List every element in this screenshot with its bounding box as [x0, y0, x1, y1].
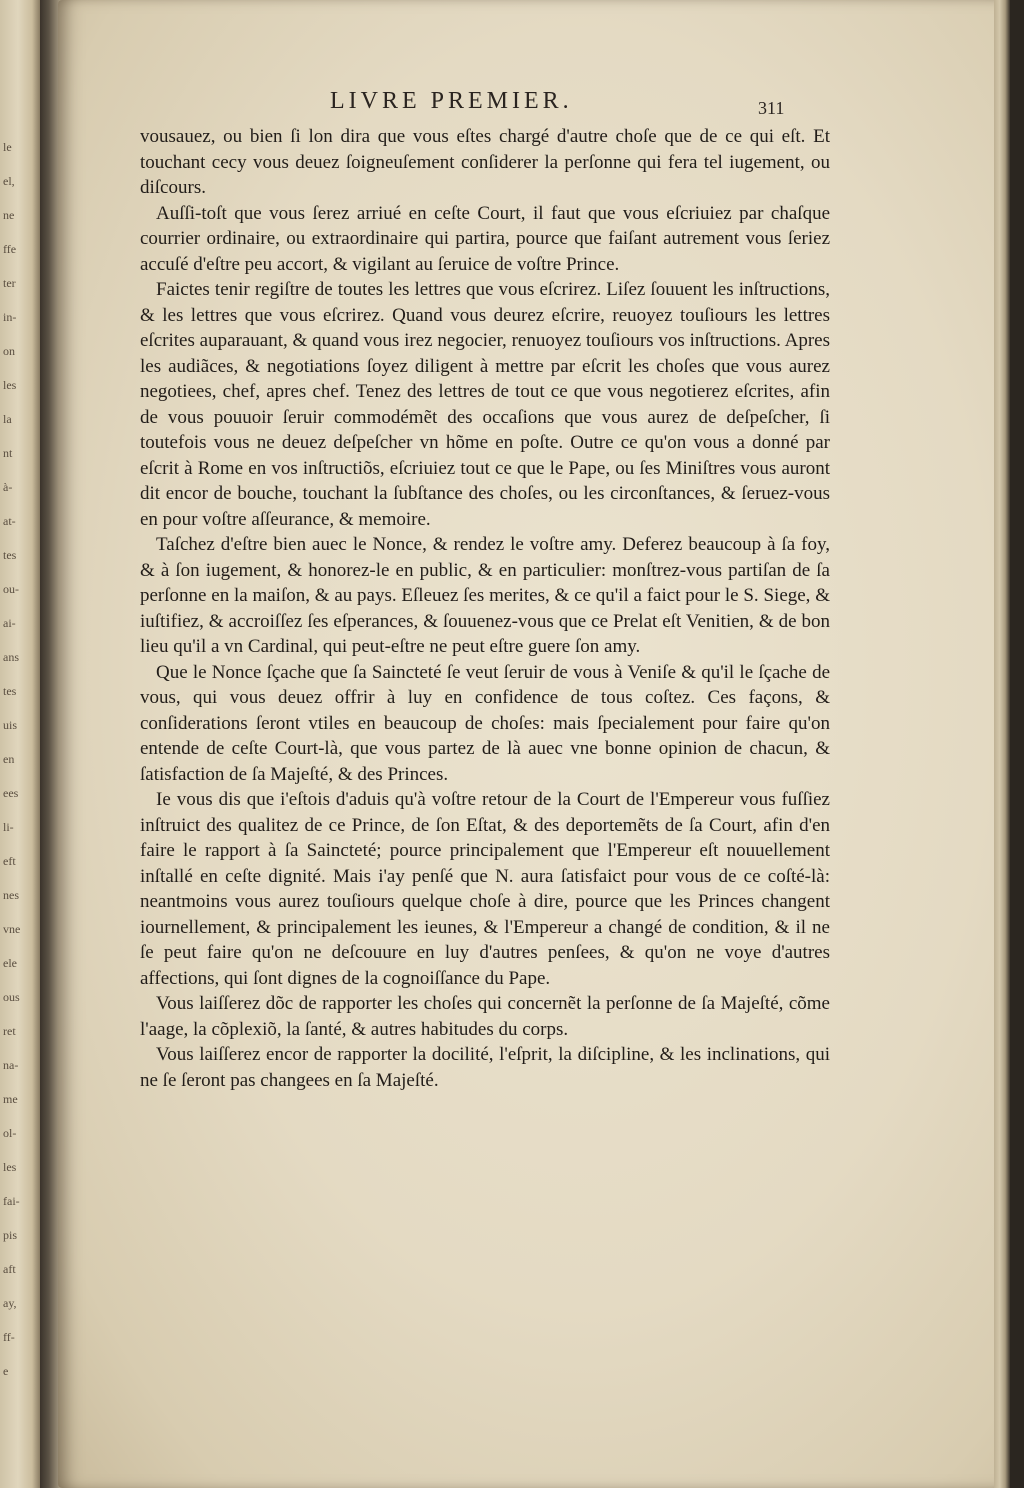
facing-page-fragment: les: [3, 378, 17, 392]
book-page: [58, 0, 1010, 1488]
paragraph: Faictes tenir regiſtre de toutes les lettres que vous eſcrirez. Liſez ſouuent les inſtructions, & les lettres que vous eſcrirez. Quand vous deurez eſcrire, reuoyez touſiours les lettres eſcrites auparauant, & quand vous irez negocier, renuoyez touſiours vos inſtructions. Apres les audiãces, & negotiations ſoyez diligent à mettre par eſcrit les choſes que vous aurez negotiees, chef, apres chef. Tenez des lettres de tout ce que vous negotierez eſcrites, afin de vous pouuoir ſeruir commodémẽt des occaſions que vous aurez de deſpeſcher, ſi toutefois vous ne deuez deſpeſcher vn hõme en poſte. Outre ce qu'on vous a donné par eſcrit à Rome en vos inſtructiõs, eſcriuiez tout ce que le Pape, ou ſes Miniſtres vous auront dit encor de bouche, touchant la ſubſtance des choſes, ou les circonſtances, & ſeruez-vous en pour voſtre aſſeurance, & memoire.: [140, 279, 830, 530]
facing-page-fragment: ol-: [3, 1126, 17, 1140]
facing-page-fragment: ele: [3, 956, 17, 970]
facing-page-fragment: ay,: [3, 1296, 17, 1310]
facing-page-fragment: nes: [3, 888, 19, 902]
body-text: [140, 124, 830, 1093]
facing-page-fragment: e: [3, 1364, 9, 1378]
facing-page-fragment: nt: [3, 446, 13, 460]
facing-page-fragment: fai-: [3, 1194, 20, 1208]
facing-page-fragment: ffe: [3, 242, 17, 256]
facing-page-fragment: vne: [3, 922, 21, 936]
facing-page-fragment: at-: [3, 514, 16, 528]
facing-page-fragment: me: [3, 1092, 18, 1106]
paragraph: vousauez, ou bien ſi lon dira que vous eſtes chargé d'autre choſe que de ce qui eſt. Et touchant cecy vous deuez ſoigneuſement conſiderer la perſonne qui fera tel iugement, ou diſcours.: [140, 126, 830, 198]
facing-page-fragment: na-: [3, 1058, 19, 1072]
facing-page-fragment: li-: [3, 820, 14, 834]
paragraph: Vous laiſſerez dõc de rapporter les choſes qui concernẽt la perſonne de ſa Majeſté, cõme l'aage, la cõplexiõ, la ſanté, & autres habitudes du corps.: [140, 993, 830, 1040]
facing-page-fragment: en: [3, 752, 15, 766]
paragraph: Que le Nonce ſçache que ſa Saincteté ſe veut ſeruir de vous à Veniſe & qu'il le ſçache de vous, qui vous deuez offrir à luy en confidence de tous coſtez. Ces façons, & conſiderations ſeront vtiles en beaucoup de choſes: mais ſpecialement pour faire qu'on entende de ceſte Court-là, que vous partez de là auec vne bonne opinion de chacun, & ſatisfaction de ſa Majeſté, & des Princes.: [140, 661, 830, 785]
facing-page-fragment: on: [3, 344, 15, 358]
facing-page-fragment: uis: [3, 718, 18, 732]
facing-page-fragment: aft: [3, 1262, 16, 1276]
facing-page-fragment: ans: [3, 650, 19, 664]
page-fore-edge: [994, 0, 1010, 1488]
facing-page-fragment: ous: [3, 990, 20, 1004]
facing-page-fragment: in-: [3, 310, 17, 324]
facing-page-fragment: ou-: [3, 582, 19, 596]
facing-page-fragment: eft: [3, 854, 16, 868]
facing-page-edge: [0, 0, 40, 1488]
facing-page-fragment: le: [3, 140, 12, 154]
facing-page-fragment: les: [3, 1160, 17, 1174]
facing-page-fragment: à-: [3, 480, 13, 494]
facing-page-fragment: el,: [3, 174, 15, 188]
facing-page-fragment: ter: [3, 276, 16, 290]
facing-page-fragment: ees: [3, 786, 19, 800]
facing-page-fragment: pis: [3, 1228, 18, 1242]
paragraph: Vous laiſſerez encor de rapporter la docilité, l'eſprit, la diſcipline, & les inclinations, qui ne ſe ſeront pas changees en ſa Majeſté.: [140, 1044, 830, 1091]
facing-page-fragment: tes: [3, 684, 17, 698]
facing-page-fragment: tes: [3, 548, 17, 562]
paragraph: Ie vous dis que i'eſtois d'aduis qu'à voſtre retour de la Court de l'Empereur vous fuſſiez inſtruict des qualitez de ce Prince, de ſon Eſtat, & des deportemẽts de ſa Court, afin d'en faire le rapport à ſa Saincteté; pource principalement que l'Empereur eſt nouuellement inſtallé en ceſte dignité. Mais i'ay penſé que N. aura ſatisfaict pour vous de ce coſté-là: neantmoins vous aurez touſiours quelque choſe à dire, pource que les Princes changent iournellement, & principalement les ieunes, & l'Empereur a changé de condition, & il ne ſe peut faire qu'on ne deſcouure en luy d'autres penſees, & qu'on ne voye d'autres affections, qui ſont dignes de la cognoiſſance du Pape.: [140, 789, 830, 989]
facing-page-fragment: ai-: [3, 616, 16, 630]
page-number: 311: [758, 98, 785, 118]
facing-page-fragment: ne: [3, 208, 15, 222]
paragraph: Auſſi-toſt que vous ſerez arriué en ceſte Court, il faut que vous eſcriuiez par chaſque courrier ordinaire, ou extraordinaire qui partira, pource que faiſant autrement vous ſeriez accuſé d'eſtre peu accort, & vigilant au ſeruice de voſtre Prince.: [140, 202, 830, 275]
facing-page-fragment: la: [3, 412, 12, 426]
facing-page-fragment: ff-: [3, 1330, 15, 1344]
facing-page-fragment: ret: [3, 1024, 16, 1038]
running-head: LIVRE PREMIER.: [330, 88, 573, 114]
paragraph: Taſchez d'eſtre bien auec le Nonce, & rendez le voſtre amy. Deferez beaucoup à ſa foy, & à ſon iugement, & honorez-le en public, & en particulier: monſtrez-vous partiſan de ſa perſonne en la maiſon, & au pays. Eſleuez ſes merites, & ce qu'il a faict pour le S. Siege, & iuſtifiez, & accroiſſez ſes eſperances, & ſouuenez-vous que ce Prelat eſt Venitien, & de bon lieu qu'il a vn Cardinal, qui peut-eſtre ne peut eſtre guere ſon amy.: [140, 534, 830, 657]
